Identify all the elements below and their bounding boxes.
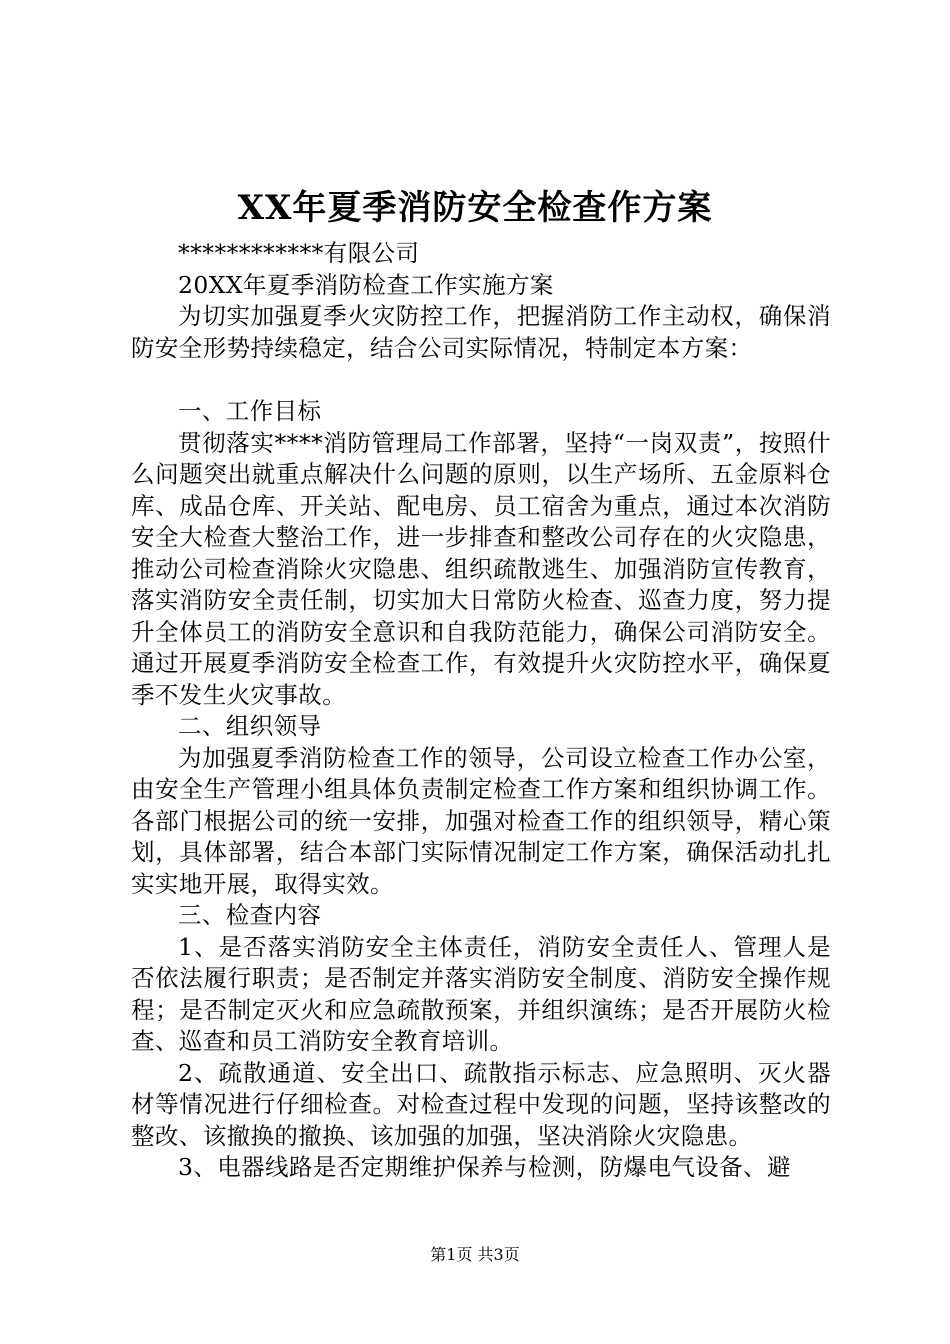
goals-paragraph: 贯彻落实****消防管理局工作部署，坚持“一岗双责”，按照什么问题突出就重点解决什么问题的原则，以生产场所、五金原料仓库、成品仓库、开关站、配电房、员工宿舍为重点，通过本次消防安全大检查大整治工作，进一步排查和整改公司存在的火灾隐患，推动公司检查消除火灾隐患、组织疏散逃生、加强消防宣传教育，落实消防安全责任制，切实加大日常防火检查、巡查力度，努力提升全体员工的消防安全意识和自我防范能力，确保公司消防安全。通过开展夏季消防安全检查工作，有效提升火灾防控水平，确保夏季不发生火灾事故。 — [131, 428, 831, 709]
intro-paragraph: 为切实加强夏季火灾防控工作，把握消防工作主动权，确保消防安全形势持续稳定，结合公司实际情况，特制定本方案： — [131, 302, 831, 362]
plan-subtitle-line: 20XX年夏季消防检查工作实施方案 — [178, 270, 554, 299]
inspection-item-2: 2、疏散通道、安全出口、疏散指示标志、应急照明、灭火器材等情况进行仔细检查。对检查过程中发现的问题，坚持该整改的整改、该撤换的撤换、该加强的加强，坚决消除火灾隐患。 — [131, 1058, 831, 1150]
section-heading-leadership: 二、组织领导 — [178, 712, 322, 740]
inspection-item-1: 1、是否落实消防安全主体责任，消防安全责任人、管理人是否依法履行职责；是否制定并落实消防安全制度、消防安全操作规程；是否制定灭火和应急疏散预案，并组织演练；是否开展防火检查、巡查和员工消防安全教育培训。 — [131, 932, 831, 1055]
document-title: XX年夏季消防安全检查作方案 — [237, 188, 713, 228]
inspection-item-3: 3、电器线路是否定期维护保养与检测，防爆电气设备、避 — [178, 1153, 791, 1181]
section-heading-inspection: 三、检查内容 — [178, 901, 322, 929]
document-body — [131, 238, 831, 1184]
section-heading-goals: 一、工作目标 — [178, 397, 322, 425]
company-name-line: ************有限公司 — [178, 239, 420, 267]
leadership-paragraph: 为加强夏季消防检查工作的领导，公司设立检查工作办公室，由安全生产管理小组具体负责制定检查工作方案和组织协调工作。各部门根据公司的统一安排，加强对检查工作的组织领导，精心策划，具体部署，结合本部门实际情况制定工作方案，确保活动扎扎实实地开展，取得实效。 — [131, 743, 831, 898]
page-footer: 第1页 共3页 — [430, 1245, 520, 1264]
